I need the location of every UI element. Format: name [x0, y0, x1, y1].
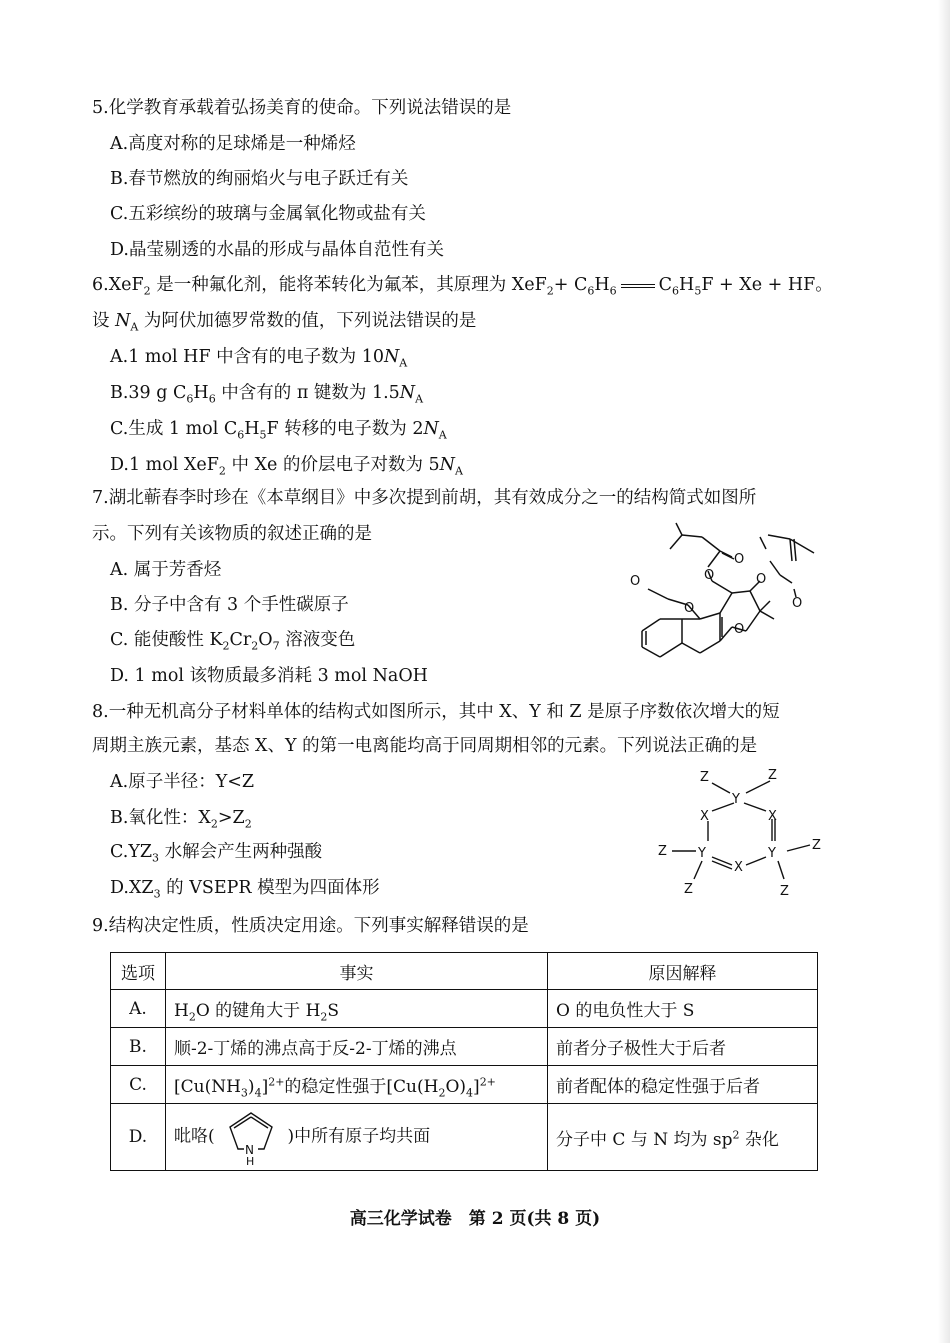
coumarin-structure-diagram [620, 515, 830, 675]
row-label: C. [111, 1066, 166, 1104]
q6-option-c: C.生成 1 mol $C_6H_5F$ 转移的电子数为 $2N_A$ [110, 419, 447, 442]
q6-option-b: B.39 g $C_6H_6$ 中含有的 π 键数为 $1.5N_A$ [110, 383, 424, 406]
table-header-option: 选项 [111, 953, 166, 990]
q7-option-b: B. 分子中含有 3 个手性碳原子 [110, 595, 349, 615]
table-row [111, 1028, 818, 1066]
table-row [111, 1104, 818, 1171]
ring-atom-label: Z [658, 844, 667, 859]
explanation-table [110, 952, 818, 1171]
q5-option-b: B.春节燃放的绚丽焰火与电子跃迁有关 [110, 169, 409, 189]
q5-option-c: C.五彩缤纷的玻璃与金属氧化物或盐有关 [110, 204, 426, 224]
mol-oxygen-label: O [704, 568, 715, 583]
q5-option-a: A.高度对称的足球烯是一种烯烃 [110, 134, 356, 154]
q7-stem: 7.湖北蕲春李时珍在《本草纲目》中多次提到前胡，其有效成分之一的结构简式如图所 [92, 488, 757, 508]
equals-arrow-icon [621, 284, 655, 288]
row-reason: 分子中 C 与 N 均为 $sp^2$ 杂化 [548, 1104, 818, 1171]
ring-atom-label: Y [698, 846, 706, 861]
mol-oxygen-label: O [630, 574, 641, 589]
row-label: A. [111, 990, 166, 1028]
table-header-reason: 原因解释 [548, 953, 818, 990]
q5-stem: 5.化学教育承载着弘扬美育的使命。下列说法错误的是 [92, 98, 512, 118]
page-edge-shadow [938, 0, 950, 1343]
ring-atom-label: Y [768, 846, 776, 861]
row-fact: $H_2O$ 的键角大于 $H_2S$ [166, 990, 548, 1028]
q8-option-c: $C.YZ_3$ 水解会产生两种强酸 [110, 842, 323, 865]
q7-option-d: D. 1 mol 该物质最多消耗 3 mol NaOH [110, 666, 428, 686]
q8-option-a: A.原子半径：Y<Z [110, 772, 255, 792]
ring-atom-label: Y [732, 792, 740, 807]
ring-structure-diagram [650, 765, 830, 900]
table-header-row [111, 953, 818, 990]
ring-atom-label: Z [700, 770, 709, 785]
pyrrole-n-label: N [245, 1143, 255, 1157]
row-reason: 前者分子极性大于后者 [548, 1028, 818, 1066]
table-header-fact: 事实 [166, 953, 548, 990]
q8-option-d: $D.XZ_3$ 的 VSEPR 模型为四面体形 [110, 878, 380, 901]
row-label: D. [111, 1104, 166, 1171]
ring-atom-label: Z [780, 884, 789, 899]
q8-option-b: B.氧化性：$X_2>Z_2$ [110, 808, 252, 831]
q7-stem-line2: 示。下列有关该物质的叙述正确的是 [92, 524, 372, 544]
page-footer: 高三化学试卷 第 2 页(共 8 页) [349, 1209, 601, 1229]
q9-stem: 9.结构决定性质，性质决定用途。下列事实解释错误的是 [92, 916, 529, 936]
row-label: B. [111, 1028, 166, 1066]
row-fact: 吡咯( N H )中所有原子均共面 [166, 1104, 548, 1171]
pyrrole-h-label: H [246, 1155, 255, 1167]
mol-oxygen-label: O [734, 622, 745, 637]
mol-oxygen-label: O [792, 596, 803, 611]
ring-atom-label: X [700, 809, 709, 824]
q8-stem: 8.一种无机高分子材料单体的结构式如图所示，其中 X、Y 和 Z 是原子序数依次增大的短 [92, 702, 780, 722]
q7-option-c: C. 能使酸性 $K_2Cr_2O_7$ 溶液变色 [110, 630, 356, 653]
mol-oxygen-label: O [684, 601, 695, 616]
table-row [111, 990, 818, 1028]
mol-oxygen-label: O [756, 572, 767, 587]
row-fact: $[Cu(NH_3)_4]^{2+}$的稳定性强于$[Cu(H_2O)_4]^{2+}$ [166, 1066, 548, 1104]
q6-option-d: D.1 mol XeF$_2$ 中 Xe 的价层电子对数为 $5N_A$ [110, 455, 463, 478]
row-reason: O 的电负性大于 S [548, 990, 818, 1028]
q6-stem: 6.XeF$_2$ 是一种氟化剂，能将苯转化为氟苯，其原理为 $XeF_2+ C_6H_6$ $C_6H_5F + Xe$ + HF。 [92, 275, 833, 298]
q5-option-d: D.晶莹剔透的水晶的形成与晶体自范性有关 [110, 240, 444, 260]
ring-atom-label: Z [768, 768, 777, 783]
q8-stem-line2: 周期主族元素，基态 X、Y 的第一电离能均高于同周期相邻的元素。下列说法正确的是 [92, 736, 758, 756]
q7-option-a: A. 属于芳香烃 [110, 560, 222, 580]
row-reason: 前者配体的稳定性强于后者 [548, 1066, 818, 1104]
table-row [111, 1066, 818, 1104]
ring-atom-label: X [768, 809, 777, 824]
ring-atom-label: X [734, 860, 743, 875]
row-fact: 顺-2-丁烯的沸点高于反-2-丁烯的沸点 [166, 1028, 548, 1066]
q6-stem-line2: 设 $N_A$ 为阿伏加德罗常数的值，下列说法错误的是 [92, 311, 477, 334]
ring-atom-label: Z [684, 882, 693, 897]
mol-oxygen-label: O [734, 552, 745, 567]
pyrrole-structure-icon [220, 1107, 282, 1167]
q6-option-a: A.1 mol HF 中含有的电子数为 $10N_A$ [110, 347, 408, 370]
ring-atom-label: Z [812, 838, 821, 853]
